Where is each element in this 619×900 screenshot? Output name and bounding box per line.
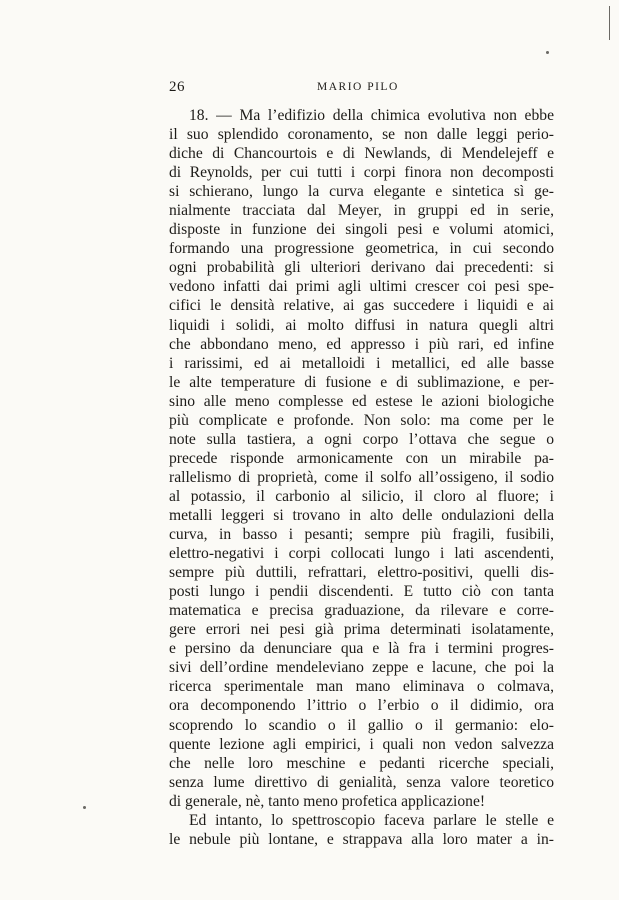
text-line: sino alle meno complesse ed estese le azioni biologiche <box>169 392 554 410</box>
text-line: liquidi i solidi, ai molto diffusi in natura quegli altri <box>169 316 554 334</box>
text-line: sivi dell’ordine mendeleviano zeppe e lacune, che poi la <box>169 659 554 677</box>
text-line: senza lume direttivo di genialità, senza valore teoretico <box>169 773 554 791</box>
text-line: nialmente tracciata dal Meyer, in gruppi ed in serie, <box>169 202 554 220</box>
text-line: di generale, nè, tanto meno profetica applicazione! <box>169 792 486 810</box>
text-line: il suo splendido coronamento, se non dalle leggi perio- <box>169 126 554 144</box>
text-line: note sulla tastiera, a ogni corpo l’ottava che segue o <box>169 430 554 448</box>
text-line: rallelismo di proprietà, come il solfo all’ossigeno, il sodio <box>169 468 554 486</box>
text-line: Ed intanto, lo spettroscopio faceva parlare le stelle e <box>189 811 554 829</box>
text-line: si schierano, lungo la curva elegante e sintetica sì ge- <box>169 183 554 201</box>
text-line: le nebule più lontane, e strappava alla loro mater a in- <box>169 830 554 848</box>
text-line: elettro-negativi i corpi collocati lungo i lati ascendenti, <box>169 545 554 563</box>
paragraph <box>169 106 554 811</box>
text-line: che nelle loro meschine e pedanti ricerche speciali, <box>169 754 554 772</box>
text-line: le alte temperature di fusione e di sublimazione, e per- <box>169 373 554 391</box>
body-text <box>169 106 554 849</box>
text-line: ricerca sperimentale man mano eliminava o colmava, <box>169 678 554 696</box>
text-line: disposte in funzione dei singoli pesi e volumi atomici, <box>169 221 554 239</box>
text-line: scoprendo lo scandio o il gallio o il germanio: elo- <box>169 716 554 734</box>
speck <box>546 51 549 54</box>
text-line: più complicate e profonde. Non solo: ma come per le <box>169 411 554 429</box>
text-line: al potassio, il carbonio al silicio, il cloro al fluore; i <box>169 487 554 505</box>
text-line: sempre più duttili, refrattari, elettro-positivi, quelli dis- <box>169 564 554 582</box>
page-header <box>169 79 554 99</box>
text-line: di Reynolds, per cui tutti i corpi finora non decomposti <box>169 164 554 182</box>
text-line: precede risponde armonicamente con un mirabile pa- <box>169 449 554 467</box>
paragraph <box>169 811 554 849</box>
text-line: i rarissimi, ed ai metalloidi i metallici, ed alle basse <box>169 354 554 372</box>
text-line: e persino da denunciare qua e là fra i termini progres- <box>169 640 554 658</box>
text-line: gere errori nei pesi già prima determinati isolatamente, <box>169 621 554 639</box>
speck <box>83 806 86 809</box>
text-line: che abbondano meno, ed appresso i più rari, ed infine <box>169 335 554 353</box>
text-line: vedono infatti dai primi agli ultimi crescer coi pesi spe- <box>169 278 554 296</box>
text-line: ogni probabilità gli ulteriori derivano dai precedenti: si <box>169 259 554 277</box>
text-line: curva, in basso i pesanti; sempre più fragili, fusibili, <box>169 526 554 544</box>
text-line: 18. — Ma l’edifizio della chimica evolutiva non ebbe <box>189 107 554 124</box>
text-line: cifici le densità relative, ai gas succedere i liquidi e ai <box>169 297 554 315</box>
page-edge-mark <box>609 6 610 40</box>
text-line: quente lezione agli empirici, i quali non vedon salvezza <box>169 735 554 753</box>
text-line: formando una progressione geometrica, in cui secondo <box>169 240 554 258</box>
text-line: matematica e precisa graduazione, da rilevare e corre- <box>169 602 554 620</box>
text-line: ora decomponendo l’ittrio o l’erbio o il didimio, ora <box>169 697 554 715</box>
text-line: diche di Chancourtois e di Newlands, di Mendelejeff e <box>169 145 554 163</box>
page-number: 26 <box>169 79 185 95</box>
text-line: posti lungo i pendii discendenti. E tutto ciò con tanta <box>169 583 554 601</box>
running-head: MARIO PILO <box>317 81 399 93</box>
text-line: metalli leggeri si trovano in alto delle ondulazioni della <box>169 506 554 524</box>
